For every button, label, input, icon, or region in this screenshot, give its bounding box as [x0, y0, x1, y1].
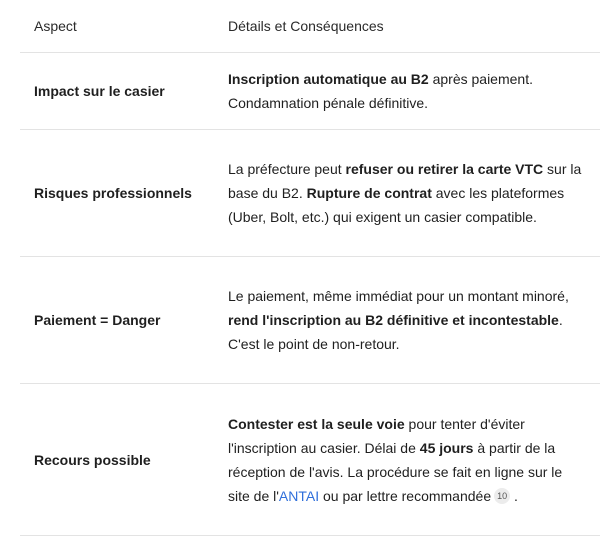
- antai-link[interactable]: ANTAI: [278, 487, 320, 504]
- row-details: [228, 143, 600, 243]
- text: .: [510, 487, 518, 504]
- row-aspect: Recours possible: [34, 451, 151, 468]
- table-row: [20, 257, 600, 384]
- row-details: [228, 270, 600, 370]
- row-details: [228, 398, 600, 522]
- info-table: [20, 0, 600, 536]
- text: . C'est le point de non-retour.: [228, 312, 563, 352]
- row-aspect: Impact sur le casier: [34, 83, 165, 99]
- text-bold: Rupture de contrat: [306, 185, 432, 201]
- table-row: [20, 130, 600, 257]
- text-bold: 45 jours: [419, 439, 474, 456]
- text-bold: rend l'inscription au B2 définitive et incontestable: [228, 312, 559, 328]
- text-bold: refuser ou retirer la carte VTC: [345, 161, 544, 177]
- text: avec les plateformes (Uber, Bolt, etc.) qui exigent un casier compatible.: [228, 185, 565, 225]
- text: ou par lettre recommandée: [319, 487, 492, 504]
- citation-badge[interactable]: 10: [494, 488, 510, 504]
- text: La préfecture peut: [228, 161, 346, 177]
- text: pour tenter d'éviter l'inscription au casier. Délai de: [228, 415, 525, 456]
- text-bold: Inscription automatique au B2: [228, 71, 429, 87]
- table-row: [20, 53, 600, 130]
- row-aspect: Risques professionnels: [34, 185, 192, 201]
- table-header: [20, 0, 600, 53]
- row-details: [228, 53, 600, 129]
- text: Le paiement, même immédiat pour un montant minoré,: [228, 288, 569, 304]
- table-row: [20, 384, 600, 536]
- text: après paiement. Condamnation pénale définitive.: [228, 71, 533, 111]
- row-aspect: Paiement = Danger: [34, 312, 161, 328]
- header-aspect: Aspect: [34, 18, 77, 34]
- header-details: Détails et Conséquences: [228, 18, 384, 34]
- text-bold: Contester est la seule voie: [228, 415, 405, 432]
- text: à partir de la réception de l'avis. La procédure se fait en ligne sur le site de l': [228, 439, 563, 504]
- text: sur la base du B2.: [228, 161, 582, 201]
